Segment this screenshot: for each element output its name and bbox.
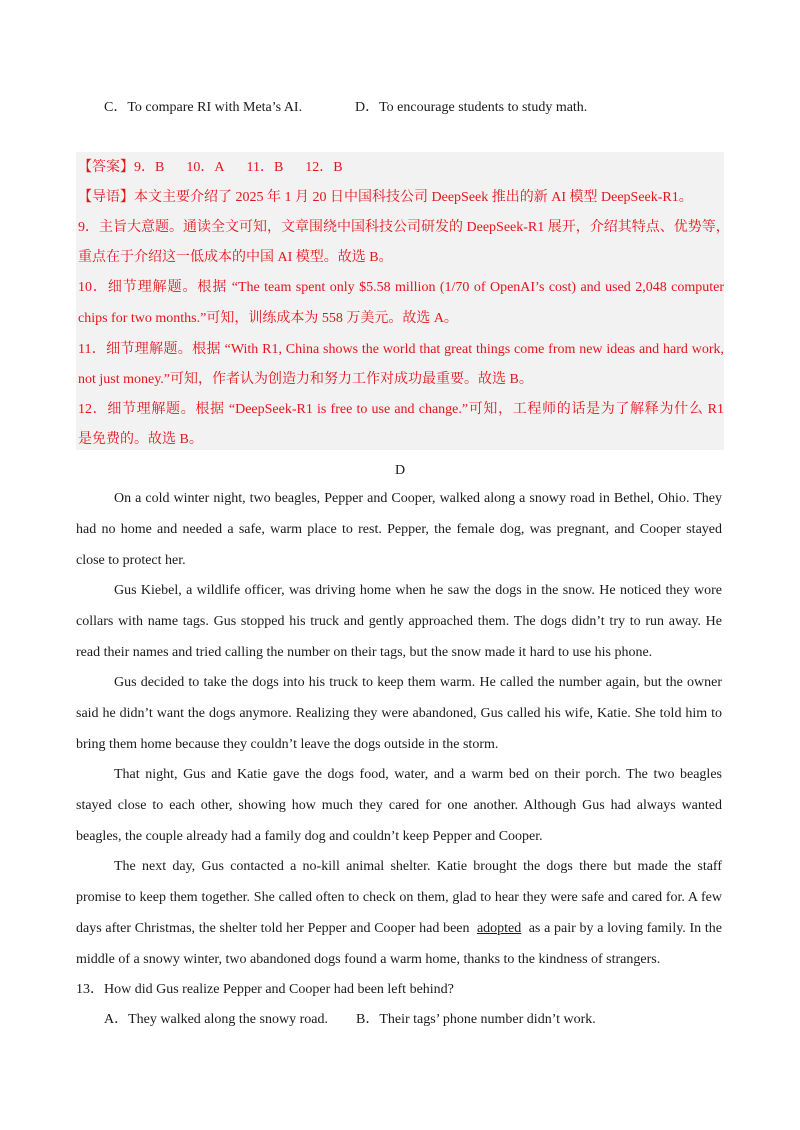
passage-line: said he didn’t want the dogs anymore. Realizing they were abandoned, Gus called his wife, Katie. She told him to [76,706,722,721]
guide-line: 【导语】本文主要介绍了 2025 年 1 月 20 日中国科技公司 DeepSeek 推出的新 AI 模型 DeepSeek-R1。 [78,190,693,205]
passage-line: bring them home because they couldn’t leave the dogs outside in the storm. [76,737,499,752]
explanation-line: 是免费的。故选 B。 [78,432,203,447]
passage-line: close to protect her. [76,553,186,568]
question-13-options [104,1010,596,1030]
explanation-line: chips for two months.”可知，训练成本为 558 万美元。故选 A。 [78,311,458,326]
passage-line: read their names and tried calling the number on their tags, but the snow made it hard to use his phone. [76,645,653,660]
explanation-line: 重点在于介绍这一低成本的中国 AI 模型。故选 B。 [78,250,393,265]
answer-explanation-box [76,152,730,450]
underlined-word: adopted [476,921,522,936]
passage-line: The next day, Gus contacted a no-kill animal shelter. Katie brought the dogs there but made the staff [114,859,722,874]
passage-line: beagles, the couple already had a family dog and couldn’t keep Pepper and Cooper. [76,829,543,844]
passage-line: Gus decided to take the dogs into his truck to keep them warm. He called the number again, but the owner [114,675,722,690]
answers-line [78,158,343,178]
passage-line: middle of a snowy winter, two abandoned dogs found a warm home, thanks to the kindness of strangers. [76,952,661,967]
explanation-line: 12．细节理解题。根据 “DeepSeek-R1 is free to use and change.”可知，工程师的话是为了解释为什么 R1 [78,402,724,417]
passage-line: Gus Kiebel, a wildlife officer, was driving home when he saw the dogs in the snow. He noticed they wore [114,583,722,598]
passage-line: stayed close to each other, showing how much they cared for one another. Although Gus had always wanted [76,798,722,813]
answer-9: 9．B [134,160,165,175]
answer-12: 12．B [305,160,343,175]
passage-line: had no home and needed a safe, warm place to rest. Pepper, the female dog, was pregnant, and Cooper stayed [76,522,722,537]
passage-text: as a pair by a loving family. In the [528,921,722,936]
passage-heading: D [394,463,406,478]
option-d: D．To encourage students to study math. [355,100,588,115]
explanation-line: 10．细节理解题。根据 “The team spent only $5.58 million (1/70 of OpenAI’s cost) and used 2,048 computer [78,280,724,295]
option-a: A．They walked along the snowy road. [104,1012,328,1027]
explanation-line: 11．细节理解题。根据 “With R1, China shows the world that great things come from new ideas and hard work, [78,342,724,357]
passage-text: days after Christmas, the shelter told her Pepper and Cooper had been [76,921,470,936]
question-13-stem: 13．How did Gus realize Pepper and Cooper had been left behind? [76,982,454,997]
explanation-line: 9．主旨大意题。通读全文可知，文章围绕中国科技公司研发的 DeepSeek-R1 展开，介绍其特点、优势等， [78,220,730,235]
answer-11: 11．B [246,160,284,175]
passage-line: collars with name tags. Gus stopped his truck and gently approached them. The dogs didn’t try to run away. He [76,614,722,629]
passage-line: promise to keep them together. She called often to check on them, glad to hear they were safe and cared for. A few [76,890,722,905]
option-b: B．Their tags’ phone number didn’t work. [356,1012,596,1027]
answer-10: 10．A [186,160,225,175]
option-c: C．To compare RI with Meta’s AI. [104,100,303,115]
explanation-line: not just money.”可知，作者认为创造力和努力工作对成功最重要。故选 B。 [78,372,533,387]
passage-line: That night, Gus and Katie gave the dogs food, water, and a warm bed on their porch. The two beagles [114,767,722,782]
passage-line-with-underline [76,919,722,939]
previous-question-options [104,98,588,118]
passage-line: On a cold winter night, two beagles, Pepper and Cooper, walked along a snowy road in Bethel, Ohio. They [114,491,722,506]
answers-label: 【答案】 [78,160,134,175]
